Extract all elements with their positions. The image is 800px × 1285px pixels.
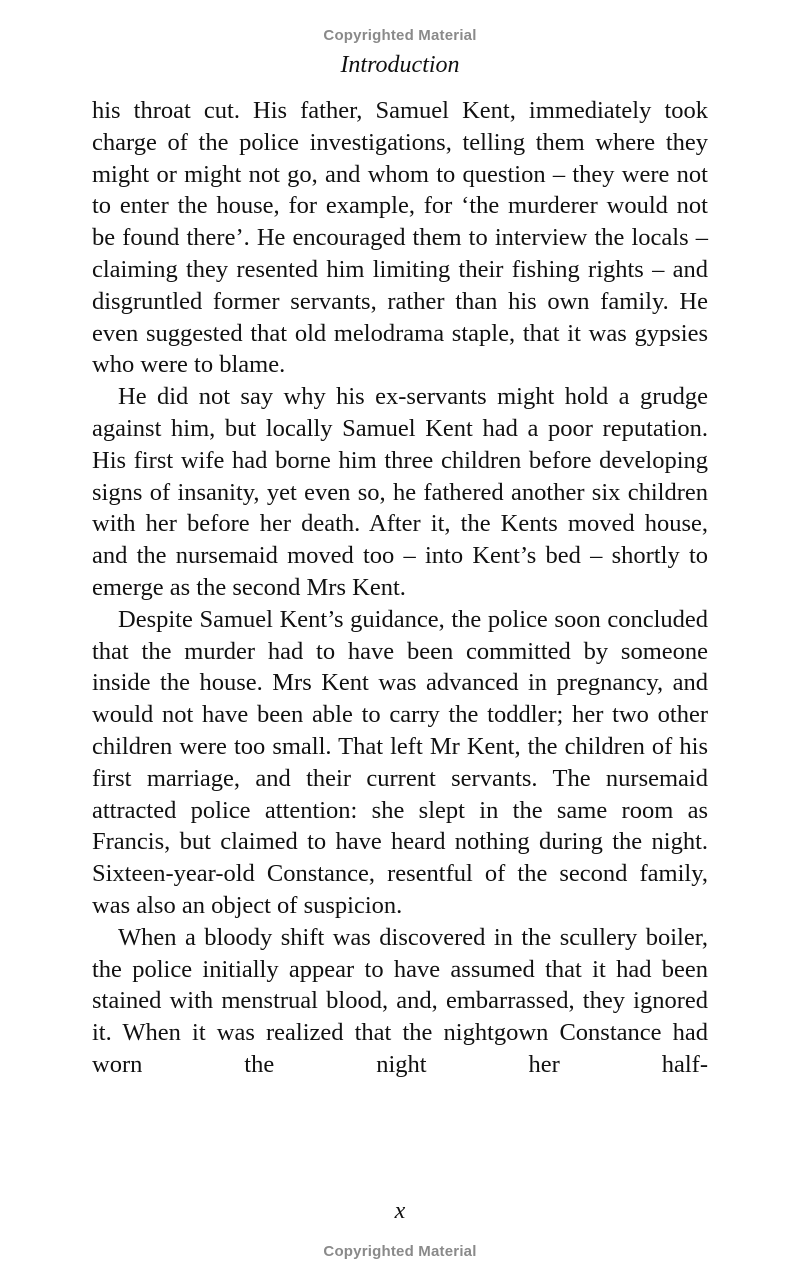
paragraph-3: Despite Samuel Kent’s guidance, the police soon concluded that the murder had to have been committed by someone inside the house. Mrs Kent was advanced in pregnancy, and would not have been able to carry the toddler; her two other children were too small. That left Mr Kent, the children of his first marriage, and their current servants. The nursemaid attracted police attention: she slept in the same room as Francis, but claimed to have heard nothing during the night. Sixteen-year-old Constance, resentful of the second family, was also an object of suspicion. [92,605,708,919]
page-number: x [394,1198,406,1224]
paragraph-1: his throat cut. His father, Samuel Kent, immediately took charge of the police investigations, telling them where they might or might not go, and whom to question – they were not to enter the house, for example, for ‘the murderer would not be found there’. He encouraged them to interview the locals – claiming they resented him limiting their fishing rights – and disgruntled former servants, rather than his own family. He even suggested that old melodrama staple, that it was gypsies who were to blame. [92,97,708,379]
body-text [92,95,708,1081]
copyright-watermark-bottom: Copyrighted Material [323,1243,477,1260]
copyright-watermark-top: Copyrighted Material [323,27,477,44]
paragraph-2: He did not say why his ex-servants might hold a grudge against him, but locally Samuel Kent had a poor reputation. His first wife had borne him three children before developing signs of insanity, yet even so, he fathered another six children with her before her death. After it, the Kents moved house, and the nursemaid moved too – into Kent’s bed – shortly to emerge as the second Mrs Kent. [92,383,708,601]
paragraph-4: When a bloody shift was discovered in the scullery boiler, the police initially appear to have assumed that it had been stained with menstrual blood, and, embarrassed, they ignored it. When it was realized that the nightgown Constance had worn the night her half- [92,923,708,1078]
running-head: Introduction [340,52,460,78]
